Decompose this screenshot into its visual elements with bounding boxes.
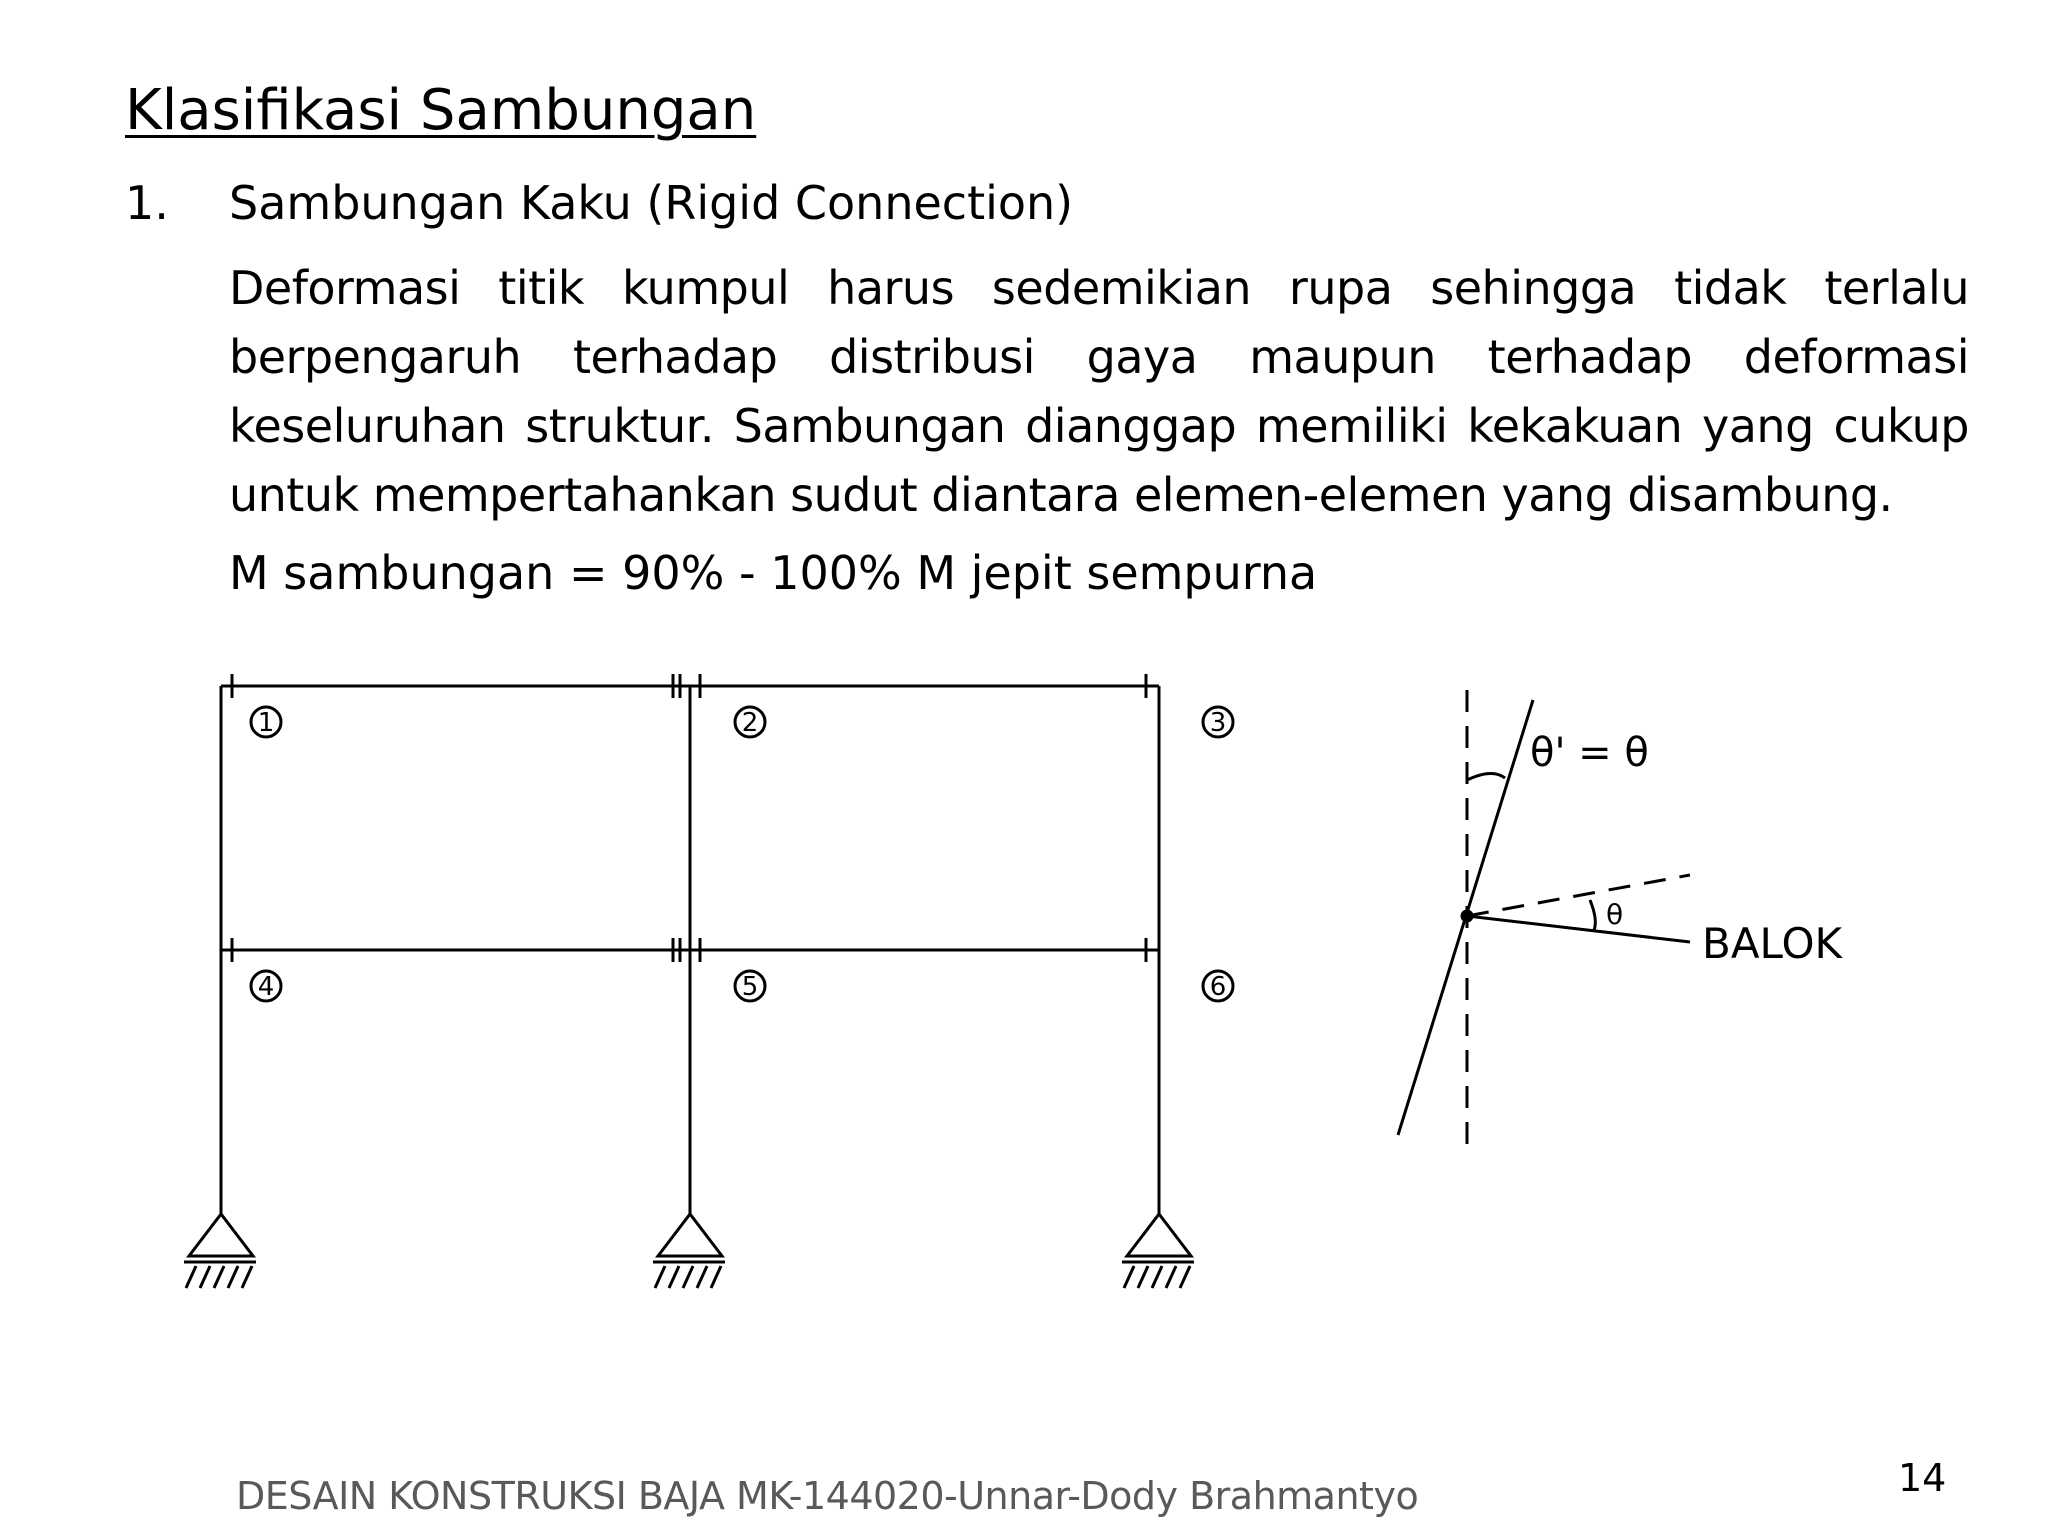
original-beam-axis xyxy=(1467,875,1690,916)
beam-label: BALOK xyxy=(1702,919,1843,968)
moment-formula: M sambungan = 90% - 100% M jepit sempurna xyxy=(229,546,1318,600)
node-label-3: 3 xyxy=(1209,708,1227,738)
node-label-6: 6 xyxy=(1209,972,1227,1002)
theta-label: θ xyxy=(1606,898,1624,931)
footer-text: DESAIN KONSTRUKSI BAJA MK-144020-Unnar-Dody Brahmantyo xyxy=(236,1474,1419,1518)
pin-support-left xyxy=(184,1214,256,1288)
page-number: 14 xyxy=(1898,1456,1947,1500)
pin-support-middle xyxy=(653,1214,725,1288)
beam-rotation-arc xyxy=(1590,900,1595,930)
list-item-title: Sambungan Kaku (Rigid Connection) xyxy=(229,176,1074,230)
node-label-5: 5 xyxy=(741,972,759,1002)
rotated-beam xyxy=(1467,916,1690,942)
slide-title: Klasifikasi Sambungan xyxy=(125,78,757,143)
node-label-1: 1 xyxy=(257,708,275,738)
pin-support-right xyxy=(1122,1214,1194,1288)
node-label-4: 4 xyxy=(257,972,275,1002)
list-item-number: 1. xyxy=(125,176,169,230)
angle-equality-label: θ' = θ xyxy=(1530,730,1649,776)
node-label-2: 2 xyxy=(741,708,759,738)
portal-frame xyxy=(184,674,1233,1288)
joint-point xyxy=(1462,911,1472,921)
column-rotation-arc xyxy=(1467,773,1505,780)
description-paragraph: Deformasi titik kumpul harus sedemikian rupa sehingga tidak terlalu berpengaruh terhadap distribusi gaya maupun terhadap deformasi keseluruhan struktur. Sambungan dianggap memiliki kekakuan yang cukup untuk mempertahankan sudut diantara elemen-elemen yang disambung. xyxy=(229,261,1969,522)
